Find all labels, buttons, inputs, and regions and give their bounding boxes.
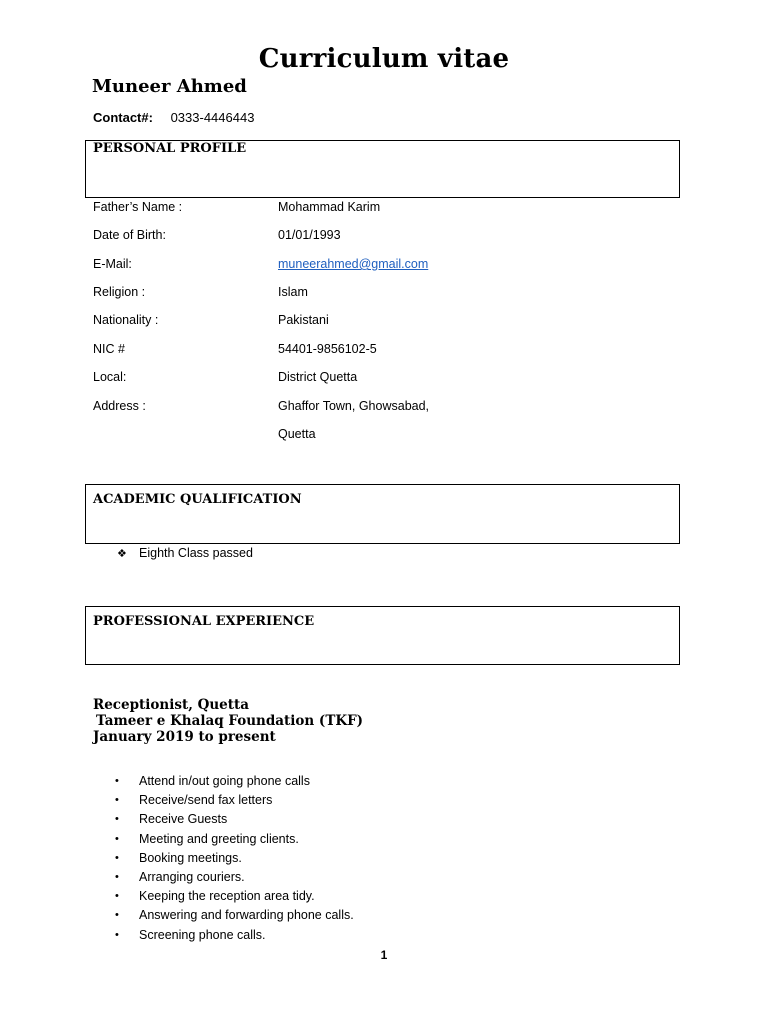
contact-label: Contact#: <box>93 110 153 125</box>
profile-label: Local: <box>93 370 127 384</box>
bullet-icon: • <box>115 870 119 883</box>
list-item <box>115 868 354 887</box>
profile-label: Address : <box>93 399 146 413</box>
email-link[interactable]: muneerahmed@gmail.com <box>278 257 429 271</box>
list-item <box>115 830 354 849</box>
duty-text: Attend in/out going phone calls <box>139 774 310 788</box>
person-name: Muneer Ahmed <box>92 76 247 97</box>
list-item <box>115 906 354 925</box>
profile-label: NIC # <box>93 342 125 356</box>
profile-label: E-Mail: <box>93 257 132 271</box>
academic-item-text: Eighth Class passed <box>139 546 253 560</box>
bullet-icon: • <box>115 794 119 807</box>
contact-line <box>93 110 254 125</box>
list-item <box>115 772 354 791</box>
academic-qualification-section-box <box>85 484 680 544</box>
duty-text: Arranging couriers. <box>139 869 245 884</box>
bullet-icon: • <box>115 851 119 864</box>
profile-value: 01/01/1993 <box>278 228 341 242</box>
bullet-icon: • <box>115 775 119 787</box>
profile-value: 54401-9856102-5 <box>278 342 377 356</box>
duty-text: Receive Guests <box>139 812 228 827</box>
personal-profile-section-box <box>85 140 680 198</box>
profile-value: District Quetta <box>278 370 358 384</box>
bullet-icon: • <box>115 890 119 903</box>
job-period: January 2019 to present <box>93 729 276 745</box>
personal-profile-heading: PERSONAL PROFILE <box>93 141 247 156</box>
list-item <box>115 926 354 945</box>
job-block <box>93 697 363 745</box>
academic-qualification-heading: ACADEMIC QUALIFICATION <box>93 492 302 507</box>
list-item <box>115 810 354 829</box>
profile-label: Father’s Name : <box>93 200 183 214</box>
profile-value: Islam <box>278 285 308 299</box>
list-item <box>115 849 354 868</box>
job-position: Receptionist, Quetta <box>93 697 249 713</box>
profile-label: Religion : <box>93 285 146 299</box>
profile-value: Pakistani <box>278 313 329 327</box>
duty-text: Receive/send fax letters <box>139 793 273 808</box>
page-number: 1 <box>380 948 388 962</box>
professional-experience-heading: PROFESSIONAL EXPERIENCE <box>93 614 315 629</box>
academic-list-item <box>117 546 253 560</box>
duties-list <box>115 772 354 945</box>
list-item <box>115 791 354 810</box>
diamond-bullet-icon: ❖ <box>117 548 127 560</box>
professional-experience-section-box <box>85 606 680 665</box>
profile-label: Nationality : <box>93 313 159 327</box>
list-item <box>115 887 354 906</box>
bullet-icon: • <box>115 832 119 845</box>
profile-value: Mohammad Karim <box>278 200 381 214</box>
bullet-icon: • <box>115 928 119 941</box>
bullet-icon: • <box>115 909 119 922</box>
bullet-icon: • <box>115 813 119 826</box>
duty-text: Answering and forwarding phone calls. <box>139 908 354 923</box>
profile-value: Ghaffor Town, Ghowsabad, <box>278 399 430 413</box>
duty-text: Booking meetings. <box>139 850 242 865</box>
duty-text: Keeping the reception area tidy. <box>139 889 315 904</box>
job-organization: Tameer e Khalaq Foundation (TKF) <box>96 713 364 729</box>
document-title: Curriculum vitae <box>258 44 510 74</box>
profile-label: Date of Birth: <box>93 228 166 242</box>
contact-phone: 0333-4446443 <box>170 110 255 125</box>
duty-text: Meeting and greeting clients. <box>139 831 299 846</box>
duty-text: Screening phone calls. <box>139 927 266 942</box>
profile-value: Quetta <box>278 427 316 441</box>
